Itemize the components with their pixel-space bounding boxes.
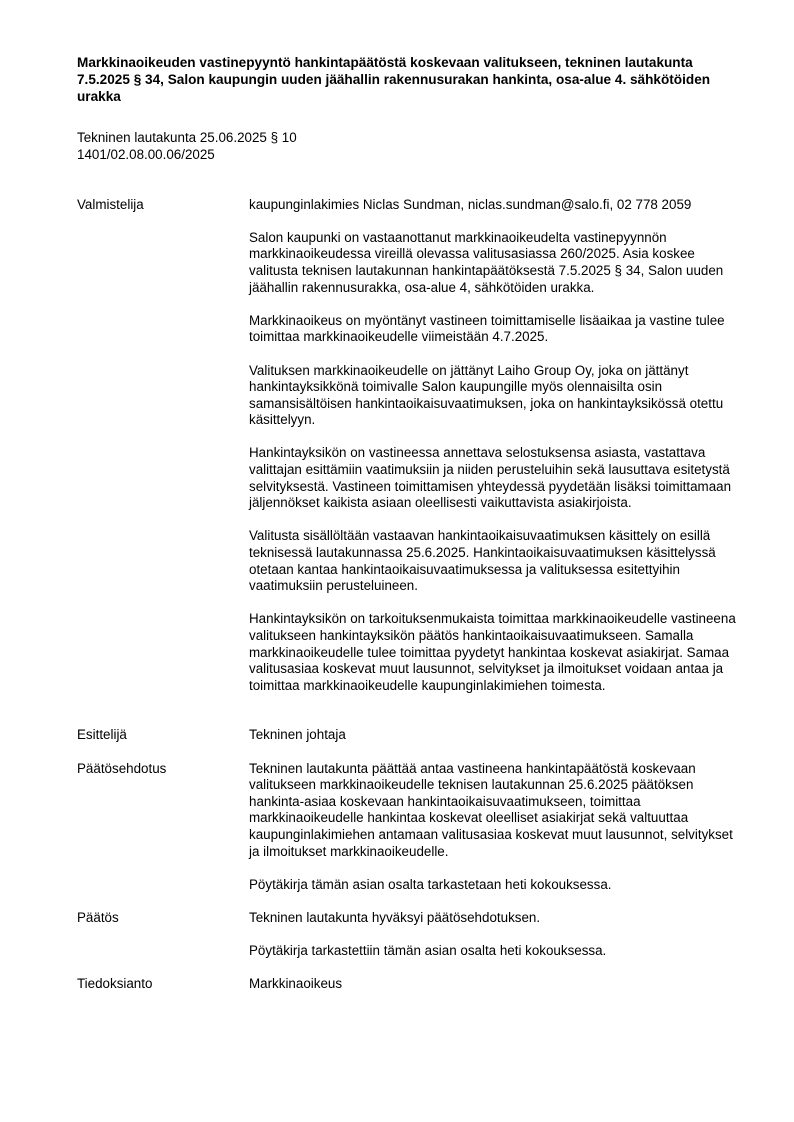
paragraph: Tekninen lautakunta päättää antaa vastineena hankintapäätöstä koskevaan valitukseen markkinaoikeudelle teknisen lautakunnan 25.6.2025 päätöksen hankinta-asiaa koskevaan hankintaoikaisuvaatimukseen, toimittaa markkinaoikeudelle hankintaa koskevat oleelliset asiakirjat sekä valtuuttaa kaupunginlakimiehen antamaan valitusasiaa koskevat muut lausunnot, selvitykset ja ilmoitukset markkinaoikeudelle. [249, 760, 733, 859]
paragraph: Valituksen markkinaoikeudelle on jättänyt Laiho Group Oy, joka on jättänyt hankintayksikkönä toimivalle Salon kaupungille myös olennaisilta osin samansisältöisen hankintaoikaisuvaatimuksen, joka on hankintayksikössä otettu käsittelyyn. [249, 362, 724, 428]
recipient-value: Markkinaoikeus [249, 976, 343, 992]
section-paatosehdotus [77, 761, 737, 894]
section-label: Päätösehdotus [77, 760, 167, 776]
section-content [249, 976, 736, 993]
section-content [249, 761, 736, 894]
section-label: Valmistelija [77, 196, 144, 212]
section-content [249, 727, 736, 744]
section-paatos [77, 910, 737, 960]
paragraph: Valitusta sisällöltään vastaavan hankintaoikaisuvaatimuksen käsittely on esillä teknisessä lautakunnassa 25.6.2025. Hankintaoikaisuvaatimuksen käsittelyssä otetaan kantaa hankintaoikaisuvaatimuksessa ja valituksessa esitettyihin vaatimuksiin perusteluineen. [249, 528, 716, 594]
section-esittelija [77, 727, 737, 744]
meeting-meta [77, 130, 737, 163]
paragraph: Hankintayksikön on tarkoituksenmukaista toimittaa markkinaoikeudelle vastineena valitukseen hankintayksikön päätös hankintaoikaisuvaatimukseen. Samalla markkinaoikeudelle tulee toimittaa pyydetyt hankintaa koskevat asiakirjat. Samaa valitusasiaa koskevat muut lausunnot, selvitykset ja ilmoitukset voidaan antaa ja toimittaa markkinaoikeudelle kaupunginlakimiehen toimesta. [249, 611, 736, 693]
preparer-line: kaupunginlakimies Niclas Sundman, niclas.sundman@salo.fi, 02 778 2059 [249, 196, 692, 212]
record-number: 1401/02.08.00.06/2025 [77, 146, 215, 162]
board-meeting-line: Tekninen lautakunta 25.06.2025 § 10 [77, 130, 297, 146]
section-content [249, 910, 736, 960]
section-tiedoksianto [77, 976, 737, 993]
paragraph: Salon kaupunki on vastaanottanut markkinaoikeudelta vastinepyynnön markkinaoikeudessa vireillä olevassa valitusasiassa 260/2025. Asia koskee valitusta teknisen lautakunnan hankintapäätöksestä 7.5.2025 § 34, Salon uuden jäähallin rakennusurakka, osa-alue 4, sähkötöiden urakka. [249, 229, 724, 295]
section-label: Päätös [77, 909, 119, 925]
paragraph: Pöytäkirja tarkastettiin tämän asian osalta heti kokouksessa. [249, 943, 607, 959]
paragraph: Markkinaoikeus on myöntänyt vastineen toimittamiselle lisäaikaa ja vastine tulee toimittaa markkinaoikeudelle viimeistään 4.7.2025. [249, 312, 725, 345]
paragraph: Tekninen lautakunta hyväksyi päätösehdotuksen. [249, 909, 541, 925]
section-label: Esittelijä [77, 727, 127, 743]
section-label: Tiedoksianto [77, 976, 153, 992]
document-title: Markkinaoikeuden vastinepyyntö hankintapäätöstä koskevaan valitukseen, tekninen lautakunta 7.5.2025 § 34, Salon kaupungin uuden jäähallin rakennusurakan hankinta, osa-alue 4. sähkötöiden urakka [77, 55, 711, 104]
section-content [249, 197, 736, 695]
presenter-value: Tekninen johtaja [249, 727, 346, 743]
paragraph: Hankintayksikön on vastineessa annettava selostuksensa asiasta, vastattava valittajan esittämiin vaatimuksiin ja niiden perusteluihin sekä lausuttava esitetystä selvityksestä. Vastineen toimittamisen yhteydessä pyydetään lisäksi toimittamaan jäljennökset kaikista asiaan oleellisesti vaikuttavista asiakirjoista. [249, 445, 732, 511]
document-page [77, 55, 737, 993]
section-valmistelija [77, 197, 737, 695]
paragraph: Pöytäkirja tämän asian osalta tarkastetaan heti kokouksessa. [249, 876, 612, 892]
